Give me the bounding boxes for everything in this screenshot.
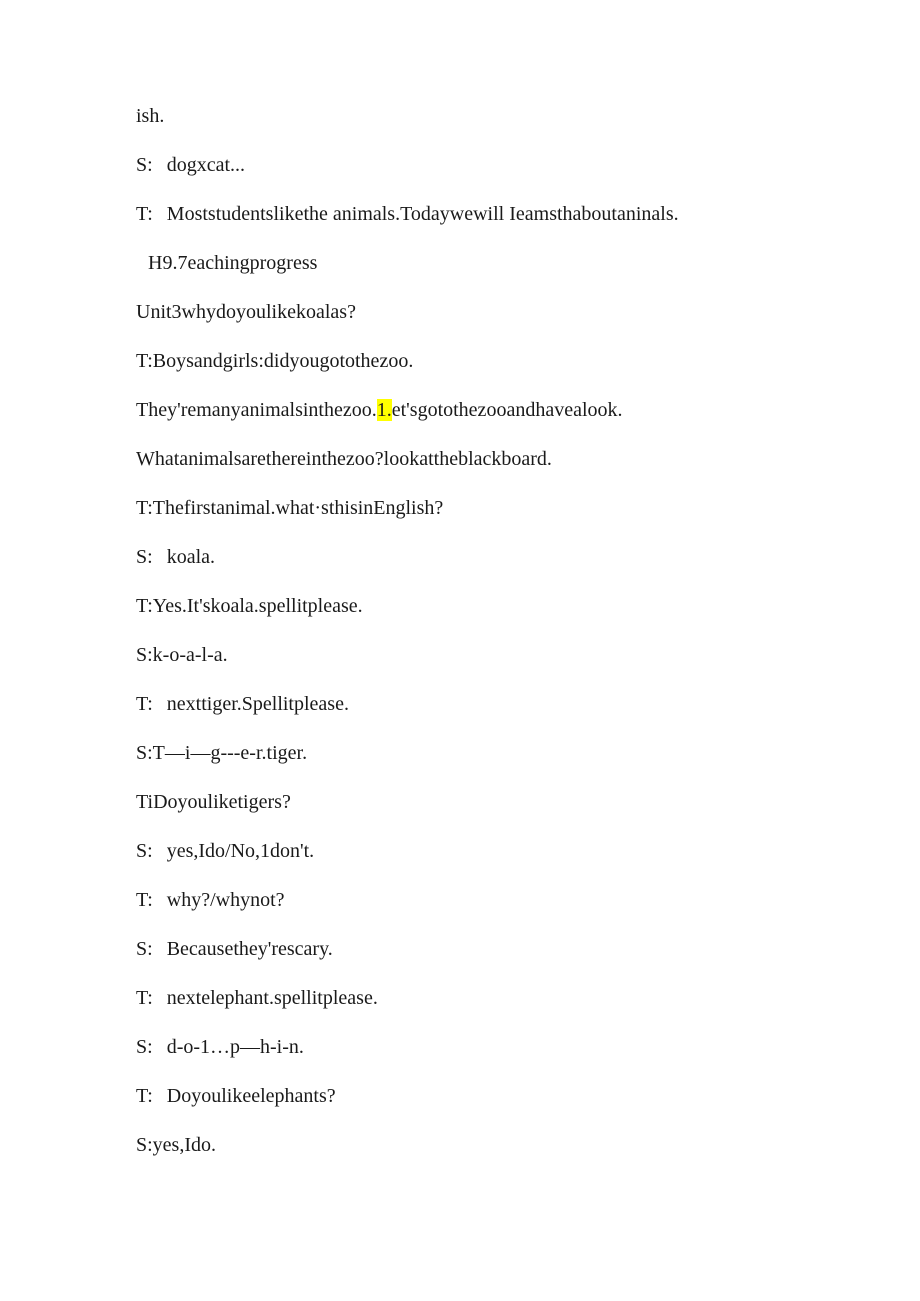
line-text: S:yes,Ido.: [136, 1134, 216, 1156]
dialogue-line: [136, 153, 245, 177]
section-heading: [148, 251, 317, 275]
line-text: ish.: [136, 105, 165, 127]
line-text: nextelephant.spellitplease.: [166, 987, 378, 1009]
line-text: Moststudentslikethe animals.Todaywewill Ieamsthaboutaninals.: [166, 203, 679, 225]
text-line: [136, 398, 623, 422]
text-line: [136, 349, 413, 373]
speaker-label: S:: [136, 1036, 153, 1058]
line-text: T:Boysandgirls:didyougotothezoo.: [136, 350, 414, 372]
speaker-label: S:: [136, 154, 153, 176]
dialogue-line: [136, 888, 285, 912]
line-text: nexttiger.Spellitplease.: [166, 693, 349, 715]
line-text: T:Yes.It'skoala.spellitplease.: [136, 595, 363, 617]
dialogue-line: [136, 545, 215, 569]
speaker-label: T:: [136, 1085, 153, 1107]
line-text: Whatanimalsarethereinthezoo?lookattheblackboard.: [136, 448, 552, 470]
text-line: [136, 104, 164, 128]
line-text: yes,Ido/No,1don't.: [166, 840, 315, 862]
line-text: why?/whynot?: [166, 889, 285, 911]
line-text: Unit3whydoyoulikekoalas?: [136, 301, 356, 323]
line-text: koala.: [166, 546, 215, 568]
dialogue-line: [136, 692, 349, 716]
text-line: [136, 447, 552, 471]
line-text: S:T—i—g---e-r.tiger.: [136, 742, 308, 764]
line-text: H9.7eachingprogress: [148, 252, 318, 274]
line-text: S:k-o-a-l-a.: [136, 644, 228, 666]
speaker-label: T:: [136, 889, 153, 911]
speaker-label: T:: [136, 693, 153, 715]
text-line: [136, 790, 291, 814]
text-line: [136, 594, 363, 618]
line-text: d-o-1…p—h-i-n.: [166, 1036, 304, 1058]
dialogue-line: [136, 986, 378, 1010]
text-line: [136, 643, 228, 667]
dialogue-line: [136, 839, 314, 863]
dialogue-line: [136, 1035, 304, 1059]
dialogue-line: [136, 202, 679, 226]
text-line: [136, 741, 307, 765]
speaker-label: T:: [136, 203, 153, 225]
speaker-label: T:: [136, 987, 153, 1009]
line-text: Becausethey'rescary.: [166, 938, 333, 960]
dialogue-line: [136, 1084, 336, 1108]
speaker-label: S:: [136, 840, 153, 862]
speaker-label: S:: [136, 546, 153, 568]
dialogue-line: [136, 937, 333, 961]
line-text: Doyoulikeelephants?: [166, 1085, 336, 1107]
line-text: dogxcat...: [166, 154, 245, 176]
text-line: [136, 1133, 216, 1157]
unit-title: [136, 300, 356, 324]
line-text-before: They'remanyanimalsinthezoo.: [136, 399, 377, 421]
highlighted-text: 1.: [376, 399, 392, 421]
line-text: T:Thefirstanimal.what·sthisinEnglish?: [136, 497, 444, 519]
line-text-after: et'sgotothezooandhavealook.: [391, 399, 623, 421]
text-line: [136, 496, 443, 520]
speaker-label: S:: [136, 938, 153, 960]
line-text: TiDoyouliketigers?: [136, 791, 291, 813]
